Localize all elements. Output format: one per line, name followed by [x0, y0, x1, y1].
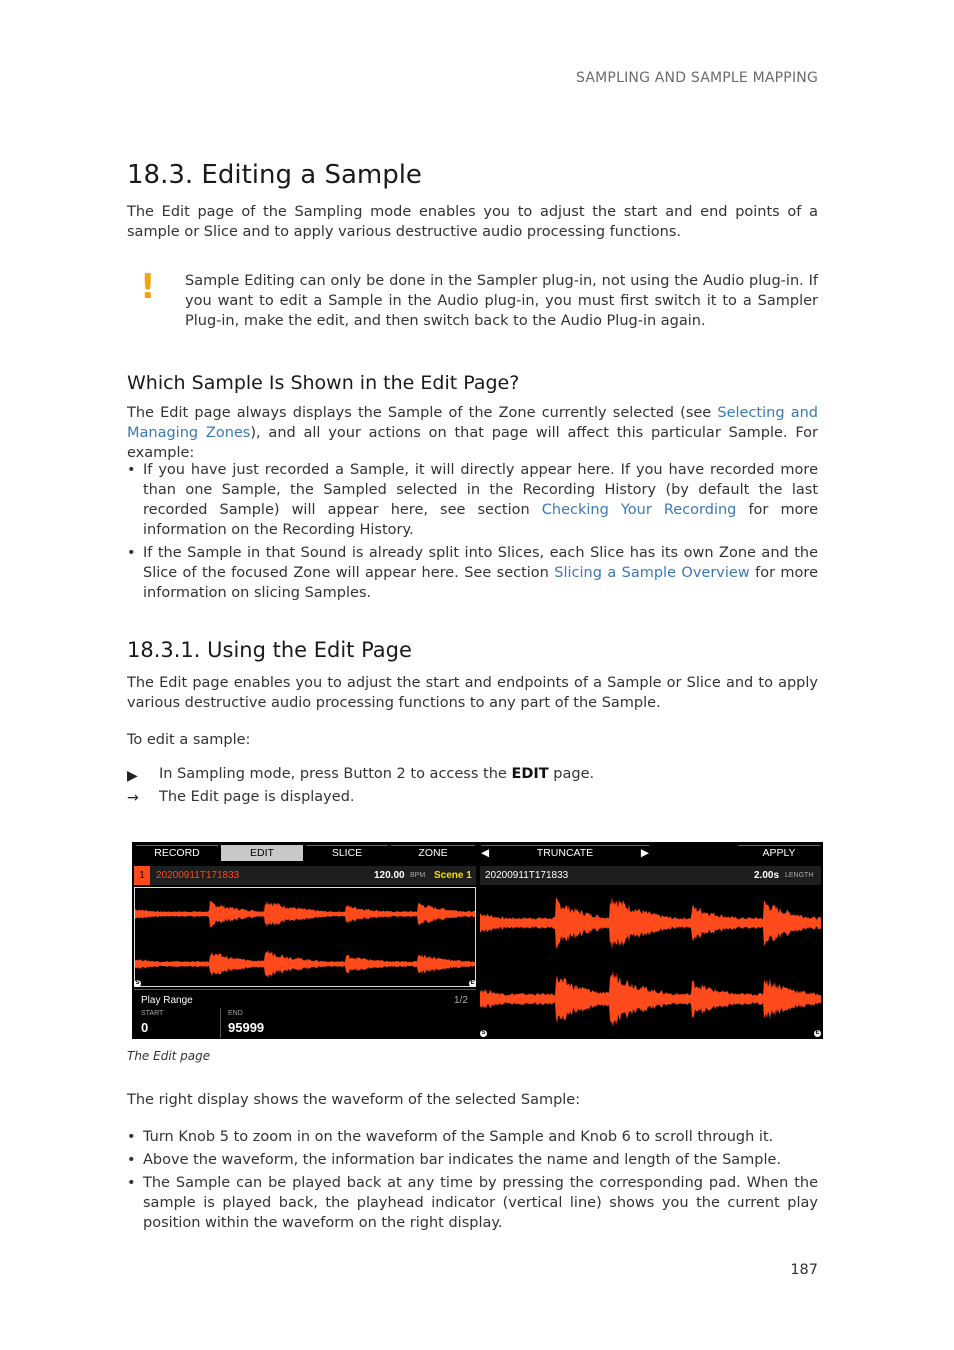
sample-name: 20200911T171833	[485, 870, 569, 881]
right-display-list	[127, 1127, 818, 1236]
end-marker[interactable]: E	[470, 980, 475, 986]
step-arrow-icon: ▶	[127, 768, 138, 784]
step-text	[159, 766, 594, 782]
to-edit-label: To edit a sample:	[127, 732, 251, 748]
intro-paragraph: The Edit page of the Sampling mode enables you to adjust the start and end points of a sample or Slice and to apply various destructive audio processing functions.	[127, 204, 818, 240]
figure-caption: The Edit page	[127, 1049, 211, 1063]
scene-label: Scene 1	[434, 870, 472, 881]
using-heading: 18.3.1. Using the Edit Page	[127, 638, 412, 662]
prev-arrow-icon[interactable]: ◀	[481, 845, 495, 861]
waveform-channel	[135, 950, 475, 978]
which-bullet-list	[127, 460, 818, 606]
page-number: 187	[790, 1262, 818, 1278]
which-text-before: The Edit page always displays the Sample of the Zone currently selected (see	[127, 405, 718, 421]
bullet-text: If the Sample in that Sound is already split into Slices, each Slice has its own Zone and the Slice of the focused Zone will appear here. See section	[143, 545, 818, 581]
slice-button[interactable]: SLICE	[306, 845, 388, 861]
page-indicator: 1/2	[454, 995, 468, 1006]
result-arrow-icon: →	[127, 790, 139, 806]
divider	[220, 1008, 221, 1038]
warning-icon: !	[140, 267, 156, 307]
play-range-panel	[134, 989, 476, 1039]
list-item	[127, 543, 818, 603]
link-slicing-overview[interactable]: Slicing a Sample Overview	[554, 565, 750, 581]
length-unit: LENGTH	[785, 872, 814, 879]
left-info-bar	[134, 866, 476, 885]
right-display-paragraph: The right display shows the waveform of the selected Sample:	[127, 1092, 581, 1108]
list-item	[127, 460, 818, 540]
start-label: START	[141, 1010, 164, 1017]
list-item: • The Sample can be played back at any time by pressing the corresponding pad. When the sample is played back, the playhead indicator (vertical line) shows you the current play position within the waveform on the right display.	[127, 1173, 818, 1233]
using-paragraph: The Edit page enables you to adjust the start and endpoints of a Sample or Slice and to apply various destructive audio processing functions to any part of the Sample.	[127, 675, 818, 711]
start-marker[interactable]: S	[135, 980, 140, 986]
edit-page-screenshot	[132, 842, 823, 1039]
which-paragraph	[127, 403, 818, 463]
waveform-channel	[480, 897, 821, 950]
section-title: 18.3. Editing a Sample	[127, 160, 422, 190]
length-value: 2.00s	[754, 870, 780, 881]
step-text-before: In Sampling mode, press Button 2 to access the	[159, 766, 512, 782]
bpm-value: 120.00	[374, 870, 405, 881]
play-range-title: Play Range	[141, 995, 193, 1006]
link-checking-recording[interactable]: Checking Your Recording	[541, 502, 737, 518]
which-heading: Which Sample Is Shown in the Edit Page?	[127, 372, 520, 394]
bullet-text: for more information on slicing Samples.	[143, 565, 818, 601]
next-arrow-icon[interactable]: ▶	[635, 845, 649, 861]
truncate-button[interactable]: TRUNCATE	[495, 845, 635, 861]
list-item: • Above the waveform, the information bar indicates the name and length of the Sample.	[127, 1150, 818, 1170]
zone-index: 1	[134, 866, 150, 885]
left-waveform-frame	[134, 887, 476, 987]
edit-button[interactable]: EDIT	[221, 845, 303, 861]
waveform-channel	[135, 901, 475, 928]
end-value[interactable]: 95999	[228, 1020, 265, 1035]
end-label: END	[228, 1010, 243, 1017]
right-info-bar	[480, 866, 821, 885]
left-waveform[interactable]	[135, 888, 475, 986]
record-button[interactable]: RECORD	[136, 845, 218, 861]
bullet-text: for more information on the Recording History.	[143, 502, 818, 538]
right-waveform-frame	[480, 887, 821, 1039]
sample-name: 20200911T171833	[156, 870, 240, 881]
apply-button[interactable]: APPLY	[738, 845, 820, 861]
right-waveform[interactable]	[480, 887, 821, 1039]
link-selecting-zones[interactable]: Selecting and Managing Zones	[127, 405, 818, 441]
which-text-after: ), and all your actions on that page will affect this particular Sample. For example:	[127, 425, 818, 461]
end-marker[interactable]: E	[815, 1030, 820, 1036]
step-text-bold: EDIT	[511, 766, 549, 782]
result-text: The Edit page is displayed.	[159, 789, 355, 805]
bpm-unit: BPM	[410, 872, 426, 879]
step-text-after: page.	[548, 766, 595, 782]
start-value[interactable]: 0	[141, 1020, 149, 1035]
start-marker[interactable]: S	[481, 1030, 486, 1036]
running-head: SAMPLING AND SAMPLE MAPPING	[576, 70, 818, 86]
waveform-channel	[480, 971, 821, 1027]
note-text: Sample Editing can only be done in the Sampler plug-in, not using the Audio plug-in. If you want to edit a Sample in the Audio plug-in, you must first switch it to a Sampler Plug-in, make the edit, and then switch back to the Audio Plug-in again.	[185, 273, 818, 329]
bullet-text: If you have just recorded a Sample, it will directly appear here. If you have recorded more than one Sample, the Sampled selected in the Recording History (by default the last recorded Sample) will appear here, see section	[143, 462, 818, 518]
list-item: • Turn Knob 5 to zoom in on the waveform of the Sample and Knob 6 to scroll through it.	[127, 1127, 818, 1147]
zone-button[interactable]: ZONE	[391, 845, 475, 861]
